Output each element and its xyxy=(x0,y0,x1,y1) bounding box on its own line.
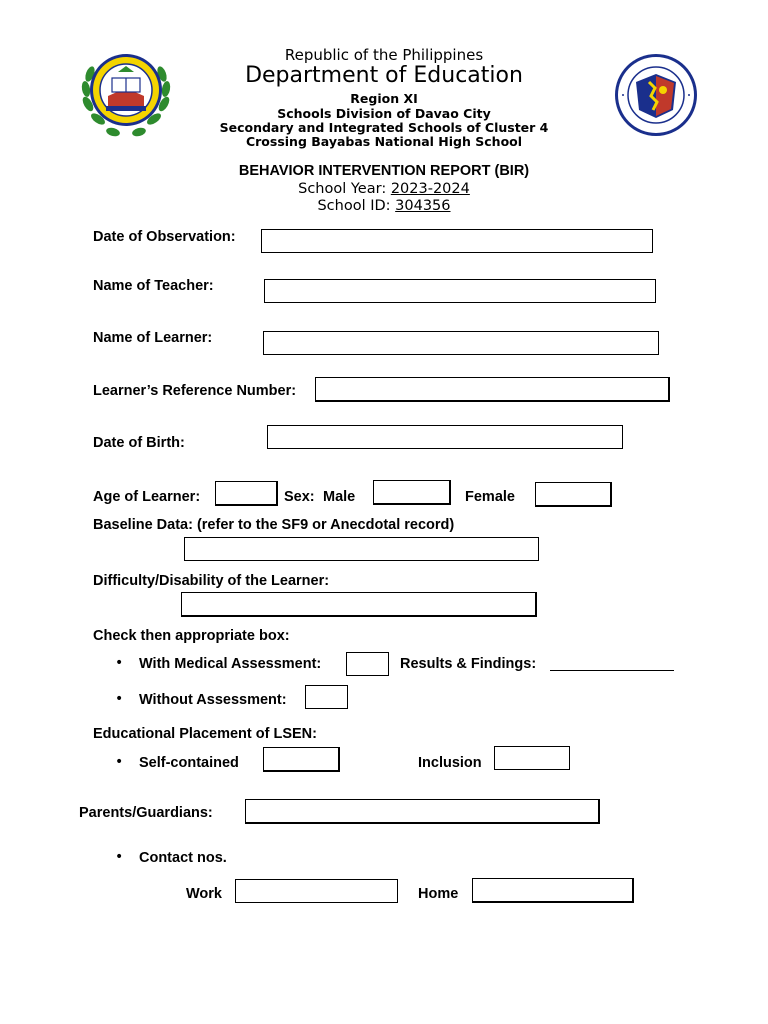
inclusion-checkbox[interactable] xyxy=(494,746,570,770)
school-year-value: 2023-2024 xyxy=(390,181,470,197)
inclusion-label: Inclusion xyxy=(418,755,482,771)
department-title: Department of Education xyxy=(245,63,523,88)
parents-label: Parents/Guardians: xyxy=(79,805,213,821)
results-label: Results & Findings: xyxy=(400,656,537,672)
division-line: Schools Division of Davao City xyxy=(277,106,491,121)
female-label: Female xyxy=(465,489,515,505)
dob-field[interactable] xyxy=(267,425,623,449)
parents-field[interactable] xyxy=(245,799,600,824)
without-label: Without Assessment: xyxy=(139,692,287,708)
self-contained-checkbox[interactable] xyxy=(263,747,340,772)
bullet-medical: • xyxy=(115,655,124,671)
learner-label: Name of Learner: xyxy=(93,330,213,346)
placement-label: Educational Placement of LSEN: xyxy=(93,726,317,742)
school-id xyxy=(0,198,768,214)
school-id-label: School ID: xyxy=(317,198,396,214)
results-line[interactable] xyxy=(550,656,674,671)
school-year xyxy=(0,181,768,197)
dob-label: Date of Birth: xyxy=(93,435,185,451)
home-field[interactable] xyxy=(472,878,634,903)
age-label: Age of Learner: xyxy=(93,489,201,505)
with-medical-checkbox[interactable] xyxy=(346,652,389,676)
date-observation-field[interactable] xyxy=(261,229,653,253)
school-line: Crossing Bayabas National High School xyxy=(245,134,523,149)
home-label: Home xyxy=(418,886,459,902)
female-checkbox[interactable] xyxy=(535,482,612,507)
lrn-label: Learner’s Reference Number: xyxy=(93,383,297,399)
bullet-without: • xyxy=(115,691,124,707)
bullet-contact: • xyxy=(115,849,124,865)
male-label: Male xyxy=(323,489,356,505)
lrn-field[interactable] xyxy=(315,377,670,402)
check-label: Check then appropriate box: xyxy=(93,628,290,644)
difficulty-field[interactable] xyxy=(181,592,537,617)
difficulty-label: Difficulty/Disability of the Learner: xyxy=(93,573,330,589)
with-medical-label: With Medical Assessment: xyxy=(139,656,322,672)
self-contained-label: Self-contained xyxy=(139,755,239,771)
bullet-self: • xyxy=(115,754,124,770)
male-checkbox[interactable] xyxy=(373,480,451,505)
learner-field[interactable] xyxy=(263,331,659,355)
teacher-field[interactable] xyxy=(264,279,656,303)
school-id-value: 304356 xyxy=(395,198,451,214)
contact-label: Contact nos. xyxy=(139,850,227,866)
sex-label: Sex: xyxy=(284,489,315,505)
baseline-field[interactable] xyxy=(184,537,539,561)
teacher-label: Name of Teacher: xyxy=(93,278,214,294)
work-label: Work xyxy=(186,886,222,902)
without-checkbox[interactable] xyxy=(305,685,348,709)
date-observation-label: Date of Observation: xyxy=(93,229,236,245)
age-field[interactable] xyxy=(215,481,278,506)
report-title: BEHAVIOR INTERVENTION REPORT (BIR) xyxy=(238,163,530,179)
baseline-label: Baseline Data: (refer to the SF9 or Anecdotal record) xyxy=(93,517,455,533)
region-line: Region XI xyxy=(350,91,418,106)
work-field[interactable] xyxy=(235,879,398,903)
cluster-line: Secondary and Integrated Schools of Cluster 4 xyxy=(219,120,549,135)
school-year-label: School Year: xyxy=(298,181,391,197)
republic-line: Republic of the Philippines xyxy=(284,46,484,64)
